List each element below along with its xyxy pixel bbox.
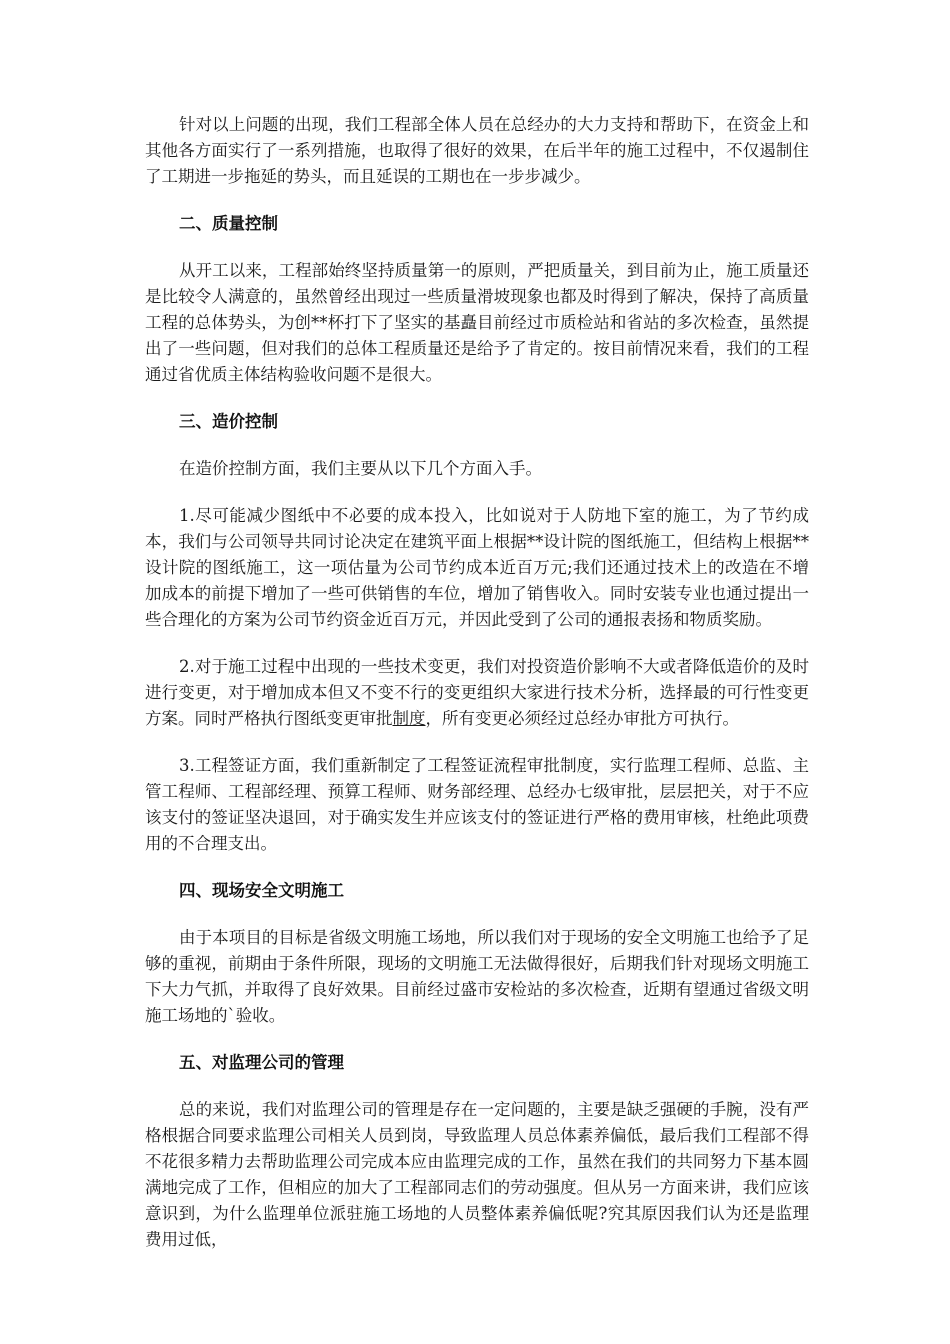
paragraph-cost-item-2 bbox=[145, 654, 809, 732]
paragraph-quality-control: 从开工以来，工程部始终坚持质量第一的原则，严把质量关，到目前为止，施工质量还是比较令人满意的，虽然曾经出现过一些质量滑坡现象也都及时得到了解决，保持了高质量工程的总体势头，为创**杯打下了坚实的基矗目前经过市质检站和省站的多次检查，虽然提出了一些问题，但对我们的总体工程质量还是给予了肯定的。按目前情况来看，我们的工程通过省优质主体结构验收问题不是很大。 bbox=[145, 261, 809, 384]
paragraph-cost-intro: 在造价控制方面，我们主要从以下几个方面入手。 bbox=[179, 459, 542, 478]
paragraph-cost-item-2-tail: ，所有变更必须经过总经办审批方可执行。 bbox=[425, 709, 739, 728]
paragraph-supervision-management: 总的来说，我们对监理公司的管理是存在一定问题的，主要是缺乏强硬的手腕，没有严格根据合同要求监理公司相关人员到岗，导致监理人员总体素养偏低，最后我们工程部不得不花很多精力去帮助监理公司完成本应由监理完成的工作，虽然在我们的共同努力下基本圆满地完成了工作，但相应的加大了工程部同志们的劳动强度。但从另一方面来讲，我们应该意识到，为什么监理单位派驻施工场地的人员整体素养偏低呢?究其原因我们认为还是监理费用过低， bbox=[145, 1100, 809, 1249]
paragraph-site-safety: 由于本项目的目标是省级文明施工场地，所以我们对于现场的安全文明施工也给予了足够的重视，前期由于条件所限，现场的文明施工无法做得很好，后期我们针对现场文明施工下大力气抓，并取得了良好效果。目前经过盛市安检站的多次检查，近期有望通过省级文明施工场地的`验收。 bbox=[145, 928, 809, 1025]
heading-cost-control: 三、造价控制 bbox=[179, 412, 278, 431]
document-body bbox=[145, 112, 809, 1274]
paragraph-cost-item-3: 3.工程签证方面，我们重新制定了工程签证流程审批制度，实行监理工程师、总监、主管工程师、工程部经理、预算工程师、财务部经理、总经办七级审批，层层把关，对于不应该支付的签证坚决退回，对于确实发生并应该支付的签证进行严格的费用审核，杜绝此项费用的不合理支出。 bbox=[145, 756, 809, 853]
paragraph-schedule-measures: 针对以上问题的出现，我们工程部全体人员在总经办的大力支持和帮助下，在资金上和其他各方面实行了一系列措施，也取得了很好的效果，在后半年的施工过程中，不仅遏制住了工期进一步拖延的势头，而且延误的工期也在一步步减少。 bbox=[145, 115, 809, 186]
heading-site-safety: 四、现场安全文明施工 bbox=[179, 881, 344, 900]
paragraph-cost-item-1: 1.尽可能减少图纸中不必要的成本投入，比如说对于人防地下室的施工，为了节约成本，我们与公司领导共同讨论决定在建筑平面上根据**设计院的图纸施工，但结构上根据**设计院的图纸施工，这一项估量为公司节约成本近百万元;我们还通过技术上的改造在不增加成本的前提下增加了一些可供销售的车位，增加了销售收入。同时安装专业也通过提出一些合理化的方案为公司节约资金近百万元，并因此受到了公司的通报表扬和物质奖励。 bbox=[145, 506, 809, 629]
heading-supervision-management: 五、对监理公司的管理 bbox=[179, 1053, 344, 1072]
system-link[interactable]: 制度 bbox=[392, 709, 426, 728]
heading-quality-control: 二、质量控制 bbox=[179, 214, 278, 233]
paragraph-cost-item-2-text: 2.对于施工过程中出现的一些技术变更，我们对投资造价影响不大或者降低造价的及时进行变更，对于增加成本但又不变不行的变更组织大家进行技术分析，选择最的可行性变更方案。同时严格执行图纸变更审批 bbox=[145, 657, 809, 728]
